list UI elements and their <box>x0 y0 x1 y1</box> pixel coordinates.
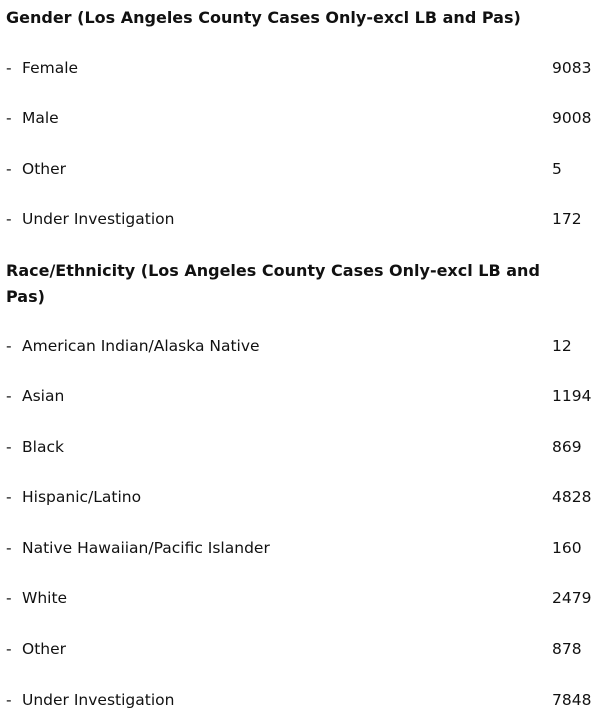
row-value: 9008 <box>552 109 592 127</box>
row-label: Native Hawaiian/Pacific Islander <box>22 539 270 557</box>
row-value: 5 <box>552 160 562 178</box>
row-value: 4828 <box>552 488 592 506</box>
bullet-dash: - <box>6 160 12 178</box>
row-value: 878 <box>552 640 582 658</box>
row-value: 7848 <box>552 691 592 709</box>
gender-row-under-investigation <box>6 207 594 231</box>
row-label: Female <box>22 59 79 77</box>
gender-row-other <box>6 157 594 181</box>
row-value: 9083 <box>552 59 592 77</box>
bullet-dash: - <box>6 691 12 709</box>
gender-section-title: Gender (Los Angeles County Cases Only-excl LB and Pas) <box>6 8 521 27</box>
bullet-dash: - <box>6 488 12 506</box>
bullet-dash: - <box>6 539 12 557</box>
row-label: Asian <box>22 387 65 405</box>
bullet-dash: - <box>6 387 12 405</box>
row-label: White <box>22 589 68 607</box>
race-row-native-hawaiian <box>6 536 594 560</box>
race-row-under-investigation <box>6 688 594 712</box>
row-label: Hispanic/Latino <box>22 488 142 506</box>
race-row-asian <box>6 384 594 408</box>
bullet-dash: - <box>6 337 12 355</box>
race-row-white <box>6 586 594 610</box>
bullet-dash: - <box>6 589 12 607</box>
race-row-american-indian <box>6 334 594 358</box>
bullet-dash: - <box>6 210 12 228</box>
row-value: 2479 <box>552 589 592 607</box>
row-value: 172 <box>552 210 582 228</box>
row-label: Other <box>22 160 67 178</box>
gender-row-female <box>6 56 594 80</box>
row-label: Other <box>22 640 67 658</box>
race-row-other <box>6 637 594 661</box>
row-label: American Indian/Alaska Native <box>22 337 260 355</box>
row-label: Under Investigation <box>22 691 175 709</box>
bullet-dash: - <box>6 640 12 658</box>
row-label: Male <box>22 109 59 127</box>
row-value: 12 <box>552 337 572 355</box>
row-label: Under Investigation <box>22 210 175 228</box>
race-section-title: Race/Ethnicity (Los Angeles County Cases Only-excl LB and Pas) <box>6 261 540 306</box>
row-label: Black <box>22 438 64 456</box>
race-row-black <box>6 435 594 459</box>
race-row-hispanic-latino <box>6 485 594 509</box>
bullet-dash: - <box>6 438 12 456</box>
row-value: 1194 <box>552 387 592 405</box>
row-value: 869 <box>552 438 582 456</box>
bullet-dash: - <box>6 109 12 127</box>
bullet-dash: - <box>6 59 12 77</box>
row-value: 160 <box>552 539 582 557</box>
gender-row-male <box>6 106 594 130</box>
